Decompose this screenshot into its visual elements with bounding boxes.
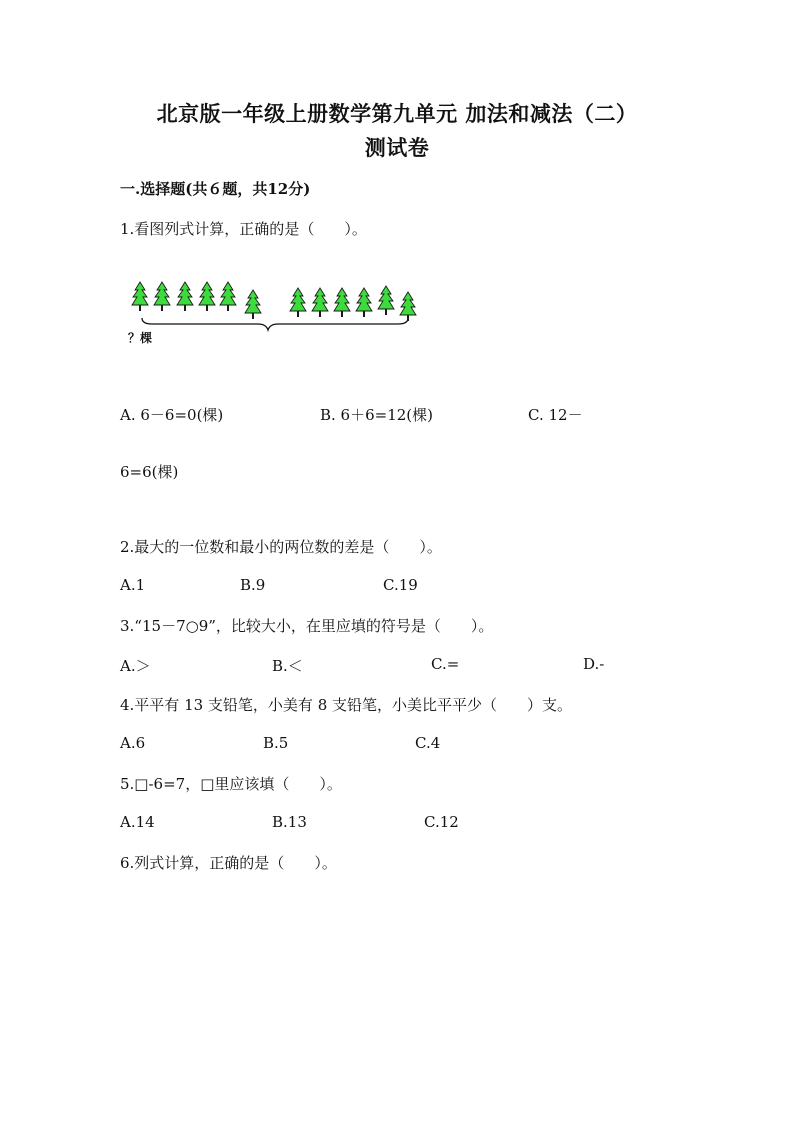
tree-icon: [132, 282, 148, 311]
tree-icon: [220, 282, 236, 311]
q3-option-d[interactable]: D.-: [583, 655, 605, 673]
page-title: 北京版一年级上册数学第九单元 加法和减法（二）: [156, 101, 638, 126]
tree-icon: [400, 292, 416, 321]
tree-icon: [356, 288, 372, 317]
q4-option-b[interactable]: B.5: [263, 734, 289, 752]
trees-figure: [128, 274, 420, 354]
question-1-stem: 1.看图列式计算，正确的是（ ）。: [120, 220, 367, 238]
tree-icon: [199, 282, 215, 311]
tree-icon: [378, 286, 394, 315]
q2-option-b[interactable]: B.9: [240, 576, 266, 594]
trees-illustration: [128, 274, 420, 336]
q2-option-a[interactable]: A.1: [120, 576, 146, 594]
q4-option-c[interactable]: C.4: [415, 734, 441, 752]
question-6-stem: 6.列式计算，正确的是（ ）。: [120, 854, 337, 872]
question-4-stem: 4.平平有 13 支铅笔，小美有 8 支铅笔，小美比平平少（ ）支。: [120, 696, 573, 714]
brace: [142, 318, 408, 330]
q1-option-c[interactable]: C. 12－: [528, 406, 583, 424]
question-3-stem: 3.“15－7○9”，比较大小，在里应填的符号是（ ）。: [120, 617, 494, 635]
tree-icon: [334, 288, 350, 317]
q3-option-b[interactable]: B.＜: [272, 657, 303, 675]
q3-option-c[interactable]: C.=: [431, 655, 460, 673]
question-5-stem: 5.□-6=7，□里应该填（ ）。: [120, 775, 342, 793]
figure-label: ？棵: [128, 331, 153, 345]
q5-option-b[interactable]: B.13: [272, 813, 307, 831]
q1-option-a[interactable]: A. 6－6=0(棵): [120, 406, 224, 424]
tree-icon: [245, 290, 261, 319]
tree-icon: [312, 288, 328, 317]
tree-icon: [177, 282, 193, 311]
q3-option-a[interactable]: A.＞: [120, 657, 151, 675]
q1-option-c-continued: 6=6(棵): [120, 463, 179, 481]
tree-icon: [290, 288, 306, 317]
page-subtitle: 测试卷: [364, 135, 430, 160]
tree-icon: [154, 282, 170, 311]
q5-option-c[interactable]: C.12: [424, 813, 459, 831]
question-2-stem: 2.最大的一位数和最小的两位数的差是（ ）。: [120, 538, 442, 556]
q4-option-a[interactable]: A.6: [120, 734, 146, 752]
q5-option-a[interactable]: A.14: [120, 813, 155, 831]
q2-option-c[interactable]: C.19: [383, 576, 418, 594]
q1-option-b[interactable]: B. 6＋6=12(棵): [320, 406, 434, 424]
section-heading: 一.选择题(共６题，共12分): [120, 180, 311, 198]
